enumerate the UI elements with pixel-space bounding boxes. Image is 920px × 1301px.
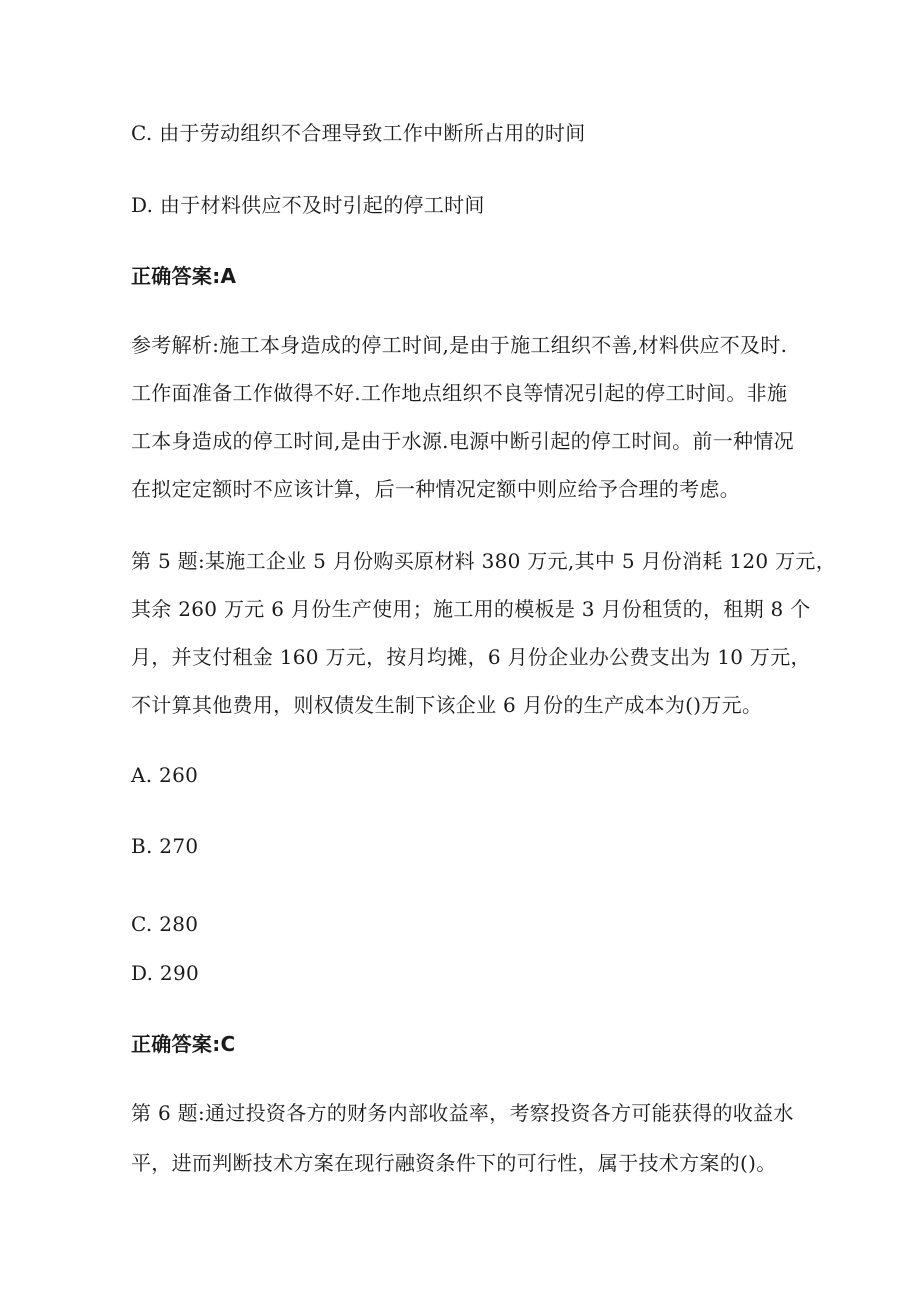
q4-analysis-line: 工本身造成的停工时间,是由于水源.电源中断引起的停工时间。前一种情况 (131, 429, 794, 453)
q5-question-line: 不计算其他费用，则权债发生制下该企业 6 月份的生产成本为()万元。 (131, 693, 763, 717)
q4-option-c: C. 由于劳动组织不合理导致工作中断所占用的时间 (131, 121, 586, 145)
q5-option-a: A. 260 (131, 763, 199, 787)
q4-analysis-line: 参考解析:施工本身造成的停工时间,是由于施工组织不善,材料供应不及时. (131, 333, 788, 357)
q6-question-line: 平，进而判断技术方案在现行融资条件下的可行性，属于技术方案的()。 (131, 1151, 777, 1175)
q5-option-b: B. 270 (131, 834, 199, 858)
q4-analysis-line: 工作面准备工作做得不好.工作地点组织不良等情况引起的停工时间。非施 (131, 381, 788, 405)
q5-option-d: D. 290 (131, 961, 200, 985)
q5-correct-answer: 正确答案:C (131, 1032, 236, 1056)
q5-option-c: C. 280 (131, 912, 199, 936)
q6-question-line: 第 6 题:通过投资各方的财务内部收益率，考察投资各方可能获得的收益水 (131, 1101, 794, 1125)
q5-question-line: 月，并支付租金 160 万元，按月均摊，6 月份企业办公费支出为 10 万元， (131, 645, 811, 669)
q4-option-d: D. 由于材料供应不及时引起的停工时间 (131, 193, 485, 217)
q5-question-line: 其余 260 万元 6 月份生产使用；施工用的模板是 3 月份租赁的，租期 8 个 (131, 597, 811, 621)
q5-question-line: 第 5 题:某施工企业 5 月份购买原材料 380 万元,其中 5 月份消耗 120 万元， (131, 549, 836, 573)
q4-analysis-line: 在拟定定额时不应该计算，后一种情况定额中则应给予合理的考虑。 (131, 477, 740, 501)
q4-correct-answer: 正确答案:A (131, 264, 237, 288)
